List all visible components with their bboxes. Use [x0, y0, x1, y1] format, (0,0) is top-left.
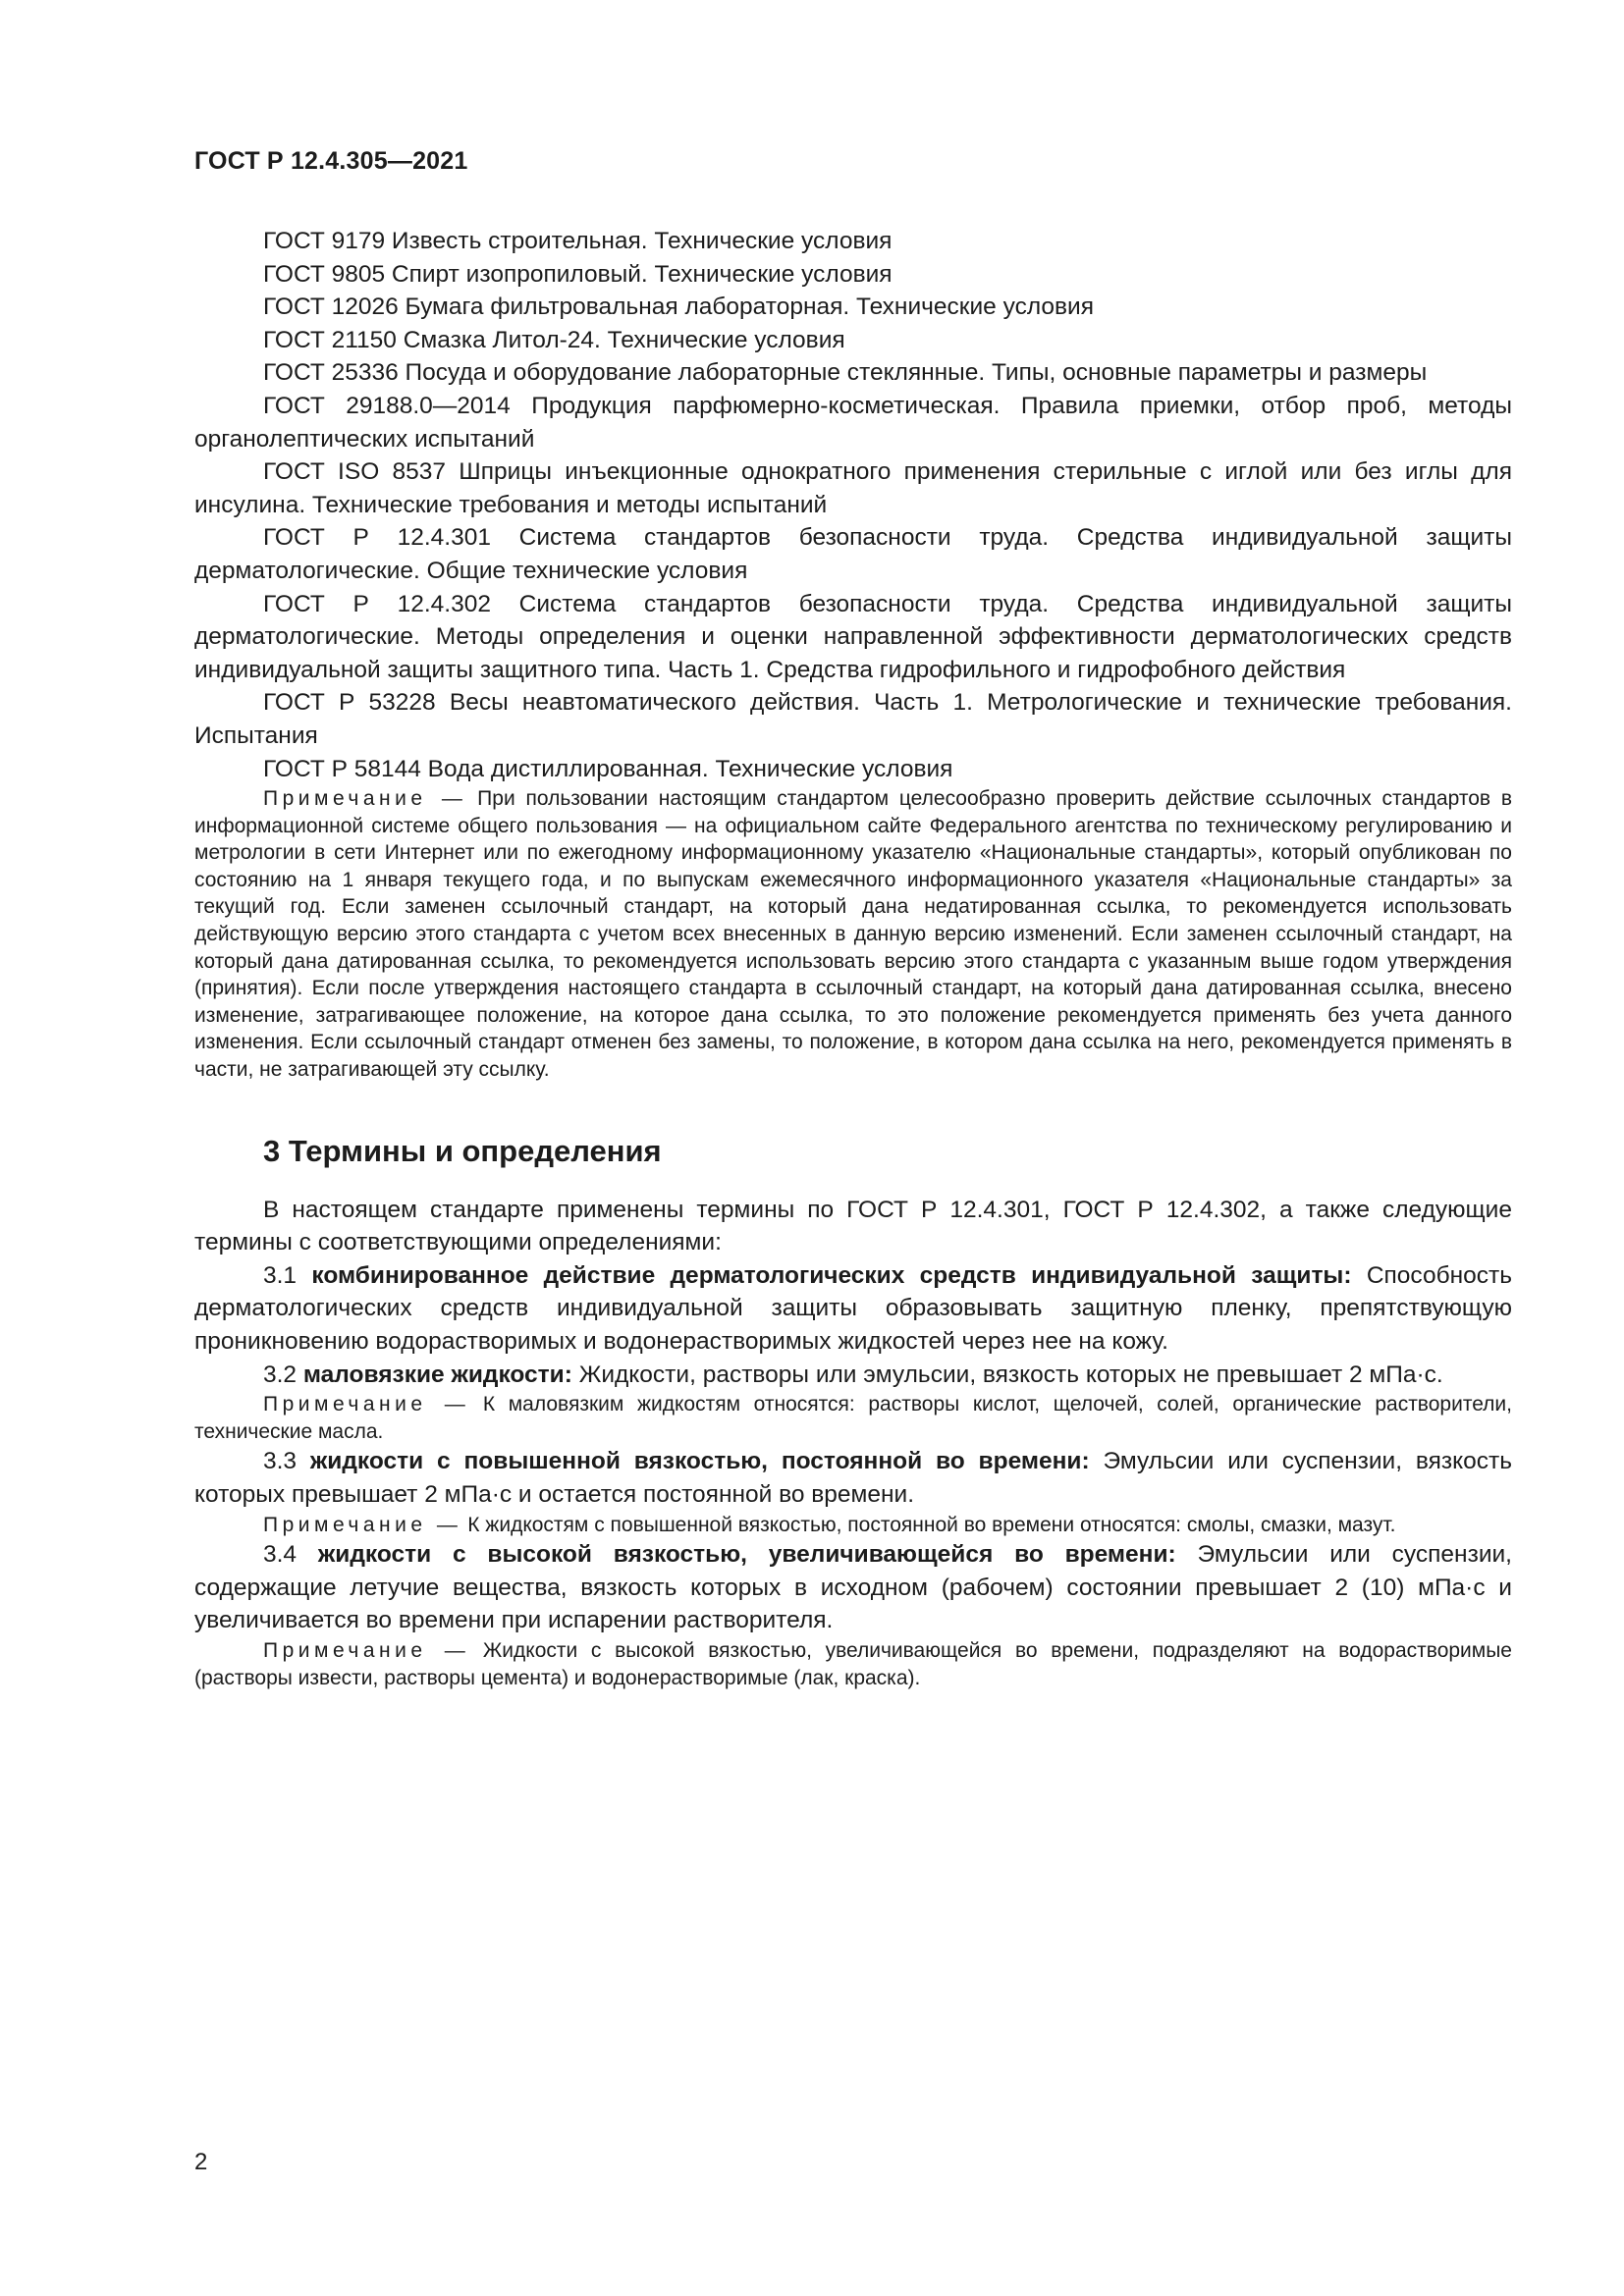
- term-name: маловязкие жидкости:: [302, 1361, 572, 1388]
- term-3-2: [194, 1359, 1512, 1392]
- note-lead: Примечание —: [263, 1513, 462, 1536]
- term-number: 3.3: [263, 1448, 298, 1475]
- note-lead: Примечание —: [263, 1393, 470, 1416]
- reference-item: ГОСТ 29188.0—2014 Продукция парфюмерно-косметическая. Правила приемки, отбор проб, методы органолептических испытаний: [194, 392, 1512, 453]
- term-3-3-note: [194, 1512, 1512, 1539]
- term-definition: Способность дерматологических средств индивидуальной защиты образовывать защитную пленку, препятствующую проникновению водорастворимых и водонерастворимых жидкостей через нее на кожу.: [194, 1261, 1513, 1355]
- term-3-3: [194, 1445, 1512, 1511]
- term-definition: Жидкости, растворы или эмульсии, вязкость которых не превышает 2 мПа·с.: [578, 1361, 1443, 1388]
- note-text: К жидкостям с повышенной вязкостью, постоянной во времени относятся: смолы, смазки, мазут.: [467, 1513, 1396, 1536]
- reference-item: ГОСТ 21150 Смазка Литол-24. Технические условия: [263, 326, 845, 353]
- reference-item: ГОСТ Р 12.4.301 Система стандартов безопасности труда. Средства индивидуальной защиты дерматологические. Общие технические условия: [194, 524, 1512, 584]
- term-name: комбинированное действие дерматологических средств индивидуальной защиты:: [311, 1261, 1352, 1289]
- note-lead: Примечание —: [263, 1638, 470, 1662]
- term-3-2-note: [194, 1391, 1512, 1445]
- note-text: При пользовании настоящим стандартом целесообразно проверить действие ссылочных стандартов в информационной системе общего пользования — на официальном сайте Федерального агентства по техническому регулированию и метрологии в сети Интернет или по ежегодному информационному указателю «Национальные стандарты», который опубликован по состоянию на 1 января текущего года, и по выпускам ежемесячного информационного указателя «Национальные стандарты» за текущий год. Если заменен ссылочный стандарт, на который дана недатированная ссылка, то рекомендуется использовать действующую версию этого стандарта с учетом всех внесенных в данную версию изменений. Если заменен ссылочный стандарт, на который дана датированная ссылка, то рекомендуется использовать версию этого стандарта с указанным выше годом утверждения (принятия). Если после утверждения настоящего стандарта в ссылочный стандарт, на который дана датированная ссылка, внесено изменение, затрагивающее положение, на которое дана ссылка, то это положение рекомендуется применять без учета данного изменения. Если ссылочный стандарт отменен без замены, то положение, в котором дана ссылка на него, рекомендуется применять в части, не затрагивающей эту ссылку.: [194, 787, 1512, 1082]
- term-name: жидкости с высокой вязкостью, увеличивающейся во времени:: [317, 1541, 1176, 1569]
- references-list: [194, 225, 1512, 785]
- term-definition: Эмульсии или суспензии, вязкость которых превышает 2 мПа·с и остается постоянной во времени.: [194, 1448, 1512, 1508]
- document-code-header: ГОСТ Р 12.4.305—2021: [194, 147, 468, 175]
- section-3-intro: В настоящем стандарте применены термины по ГОСТ Р 12.4.301, ГОСТ Р 12.4.302, а также следующие термины с соответствующими определениями:: [194, 1196, 1512, 1256]
- reference-item: ГОСТ Р 53228 Весы неавтоматического действия. Часть 1. Метрологические и технические требования. Испытания: [194, 689, 1512, 749]
- reference-item: ГОСТ 25336 Посуда и оборудование лабораторные стеклянные. Типы, основные параметры и размеры: [263, 359, 1428, 387]
- note-text: К маловязким жидкостям относятся: растворы кислот, щелочей, солей, органические растворители, технические масла.: [194, 1393, 1512, 1443]
- term-number: 3.2: [263, 1361, 298, 1388]
- reference-item: ГОСТ Р 58144 Вода дистиллированная. Технические условия: [263, 755, 953, 782]
- reference-item: ГОСТ 9805 Спирт изопропиловый. Технические условия: [263, 260, 893, 288]
- page-body: [194, 225, 1512, 1691]
- term-number: 3.1: [263, 1261, 298, 1289]
- note-text: Жидкости с высокой вязкостью, увеличивающейся во времени, подразделяют на водорастворимые (растворы извести, растворы цемента) и водонерастворимые (лак, краска).: [194, 1638, 1512, 1689]
- section-3-title: 3 Термины и определения: [263, 1133, 662, 1168]
- note-lead: Примечание —: [263, 787, 467, 811]
- term-3-4: [194, 1538, 1512, 1637]
- page-number: 2: [194, 2149, 208, 2175]
- term-name: жидкости с повышенной вязкостью, постоянной во времени:: [309, 1448, 1090, 1475]
- reference-item: ГОСТ Р 12.4.302 Система стандартов безопасности труда. Средства индивидуальной защиты дерматологические. Методы определения и оценки направленной эффективности дерматологических средств индивидуальной защиты защитного типа. Часть 1. Средства гидрофильного и гидрофобного действия: [194, 590, 1512, 683]
- references-note: [194, 785, 1512, 1084]
- reference-item: ГОСТ 9179 Известь строительная. Технические условия: [263, 228, 893, 254]
- term-number: 3.4: [263, 1541, 298, 1569]
- term-definition: Эмульсии или суспензии, содержащие летучие вещества, вязкость которых в исходном (рабочем) состоянии превышает 2 (10) мПа·с и увеличивается во времени при испарении растворителя.: [194, 1541, 1512, 1634]
- term-3-1: [194, 1259, 1512, 1359]
- term-3-4-note: [194, 1637, 1512, 1691]
- reference-item: ГОСТ ISO 8537 Шприцы инъекционные однократного применения стерильные с иглой или без иглы для инсулина. Технические требования и методы испытаний: [194, 458, 1512, 518]
- reference-item: ГОСТ 12026 Бумага фильтровальная лабораторная. Технические условия: [263, 294, 1095, 321]
